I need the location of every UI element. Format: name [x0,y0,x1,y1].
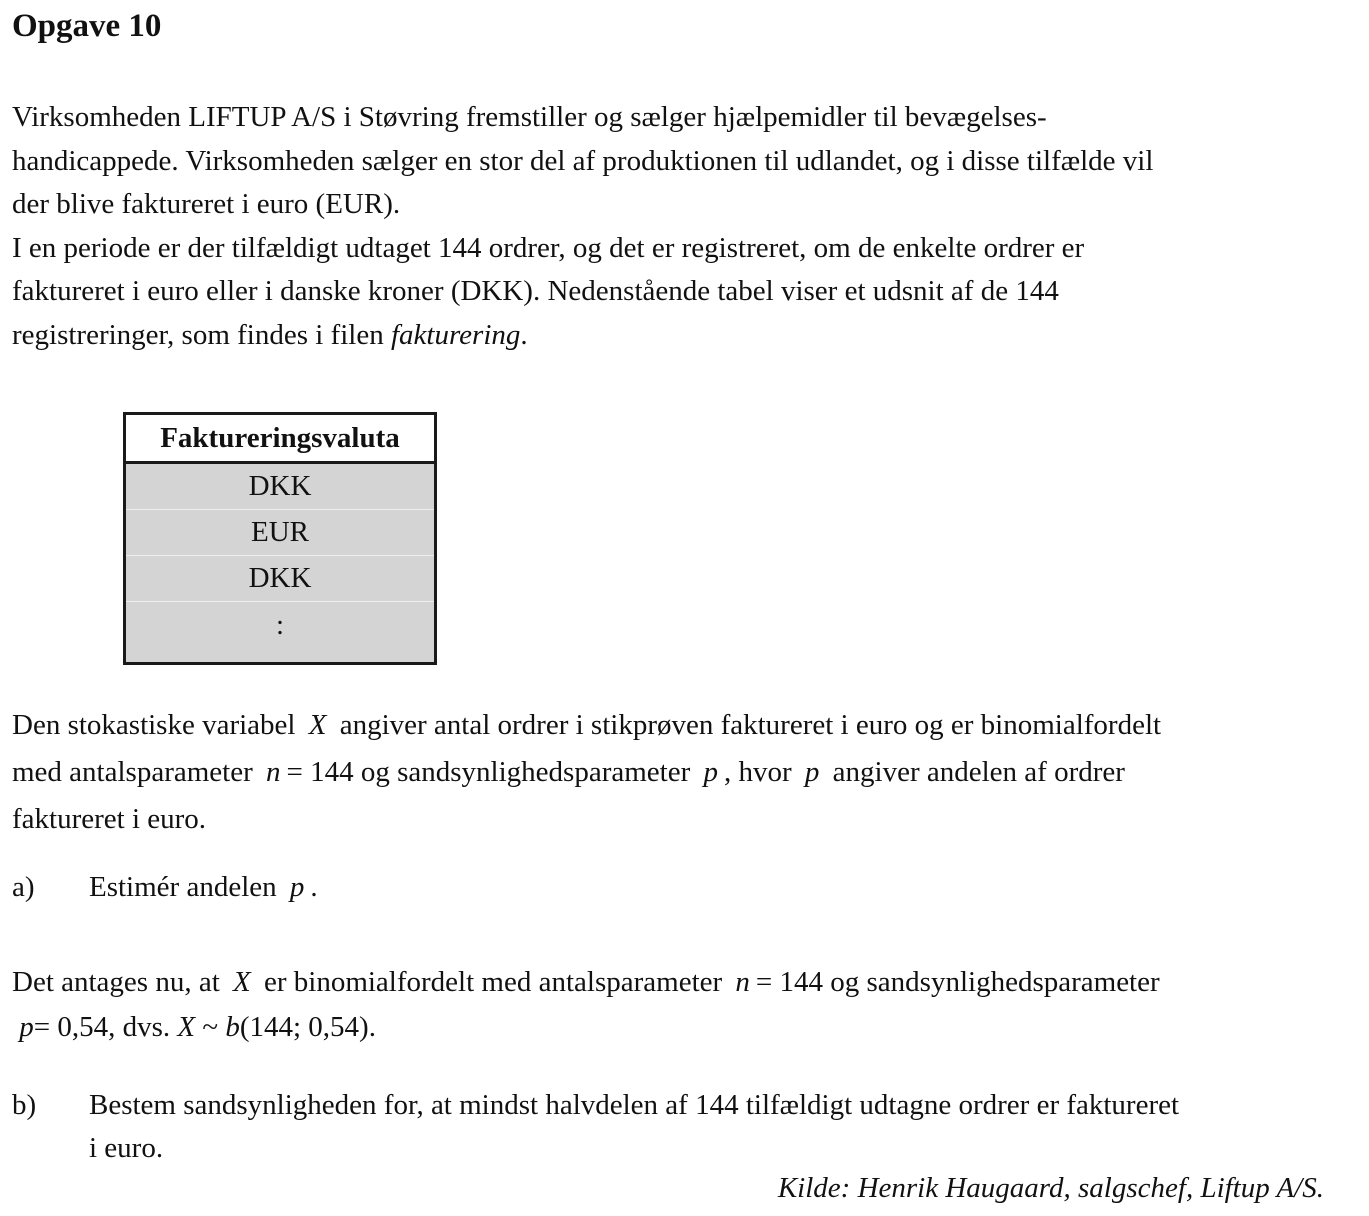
task-line: Bestem sandsynligheden for, at mindst halvdelen af 144 tilfældigt udtagne ordrer er faktureret [89,1089,1180,1121]
variable-p: p [703,756,718,788]
intro-paragraph [12,96,1342,357]
definition-paragraph [12,702,1342,843]
assumption-line [12,960,1342,1005]
table-cell: EUR [126,510,434,556]
definition-line: faktureret i euro. [12,803,207,835]
intro-line: der blive faktureret i euro (EUR). [12,188,401,220]
task-text: . [310,871,318,903]
intro-line: I en periode er der tilfældigt udtaget 144 ordrer, og det er registreret, om de enkelte ordrer er [12,231,1085,264]
definition-line [12,702,1342,749]
variable-x: X [177,1011,196,1043]
definition-text: , hvor [724,756,792,788]
assumption-line [12,1005,1342,1050]
variable-p: p [19,1011,34,1043]
task-line: i euro. [89,1132,164,1164]
source-citation: Kilde: Henrik Haugaard, salgschef, Liftup A/S. [777,1172,1324,1204]
variable-p: p [804,756,820,788]
definition-text: Den stokastiske variabel [12,709,296,741]
table-cell: DKK [126,464,434,510]
intro-line: handicappede. Virksomheden sælger en stor del af produktionen til udlandet, og i disse tilfælde vil [12,144,1154,177]
assumption-text: er binomialfordelt med antalsparameter [263,966,723,998]
definition-line [12,749,1342,796]
currency-table [123,412,437,665]
intro-line [12,314,1342,358]
assumption-text: = 0,54 [33,1011,109,1043]
assumption-text: = 144 [755,966,824,998]
intro-line: faktureret i euro eller i danske kroner (DKK). Nedenstående tabel viser et udsnit af de 144 [12,275,1059,307]
definition-text: angiver andelen af ordrer [832,756,1125,788]
assumption-text: , dvs. [108,1011,171,1043]
variable-x: X [233,966,251,998]
task-letter: a) [12,871,35,903]
intro-text: . [520,318,528,351]
definition-text: og sandsynlighedsparameter [360,756,691,788]
assumption-text: . [368,1011,376,1043]
variable-n: n [266,756,281,788]
variable-p: p [289,871,305,903]
task-text: Estimér andelen [89,871,277,903]
page-title: Opgave 10 [12,8,162,44]
variable-x: X [308,709,327,741]
task-body [89,1084,1332,1170]
table-header: Faktureringsvaluta [126,415,434,464]
table-cell: DKK [126,556,434,602]
definition-text: angiver antal ordrer i stikprøven faktureret i euro og er binomialfordelt [339,709,1162,741]
definition-text: = 144 [286,756,354,788]
task-letter: b) [12,1089,37,1121]
assumption-text: og sandsynlighedsparameter [830,966,1160,998]
definition-text: med antalsparameter [12,756,253,788]
task-a [12,866,1332,909]
assumption-paragraph [12,960,1342,1050]
task-body [89,866,1332,909]
intro-text: registreringer, som findes i filen [12,318,391,351]
binomial-args: (144; 0,54) [239,1011,369,1043]
tilde-symbol: ~ [202,1011,219,1043]
table-cell: : [275,609,285,641]
file-name: fakturering [390,318,521,351]
assumption-text: Det antages nu, at [12,966,220,998]
binomial-b: b [225,1011,240,1043]
variable-n: n [735,966,750,998]
intro-line: Virksomheden LIFTUP A/S i Støvring fremstiller og sælger hjælpemidler til bevægelses- [12,101,1047,133]
task-b [12,1084,1332,1170]
